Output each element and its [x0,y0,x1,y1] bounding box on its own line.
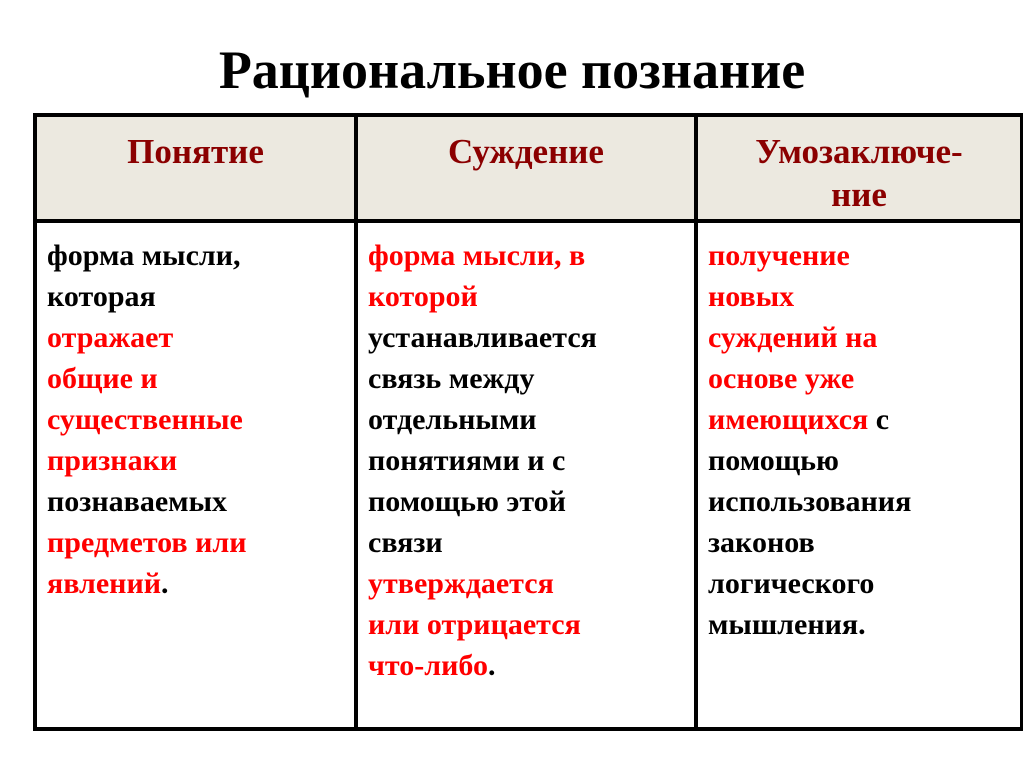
text-line [708,563,1020,604]
text-line [368,235,694,276]
text-line [708,358,1020,399]
body-text: законов [708,526,815,559]
highlighted-text: общие и [47,362,158,395]
body-text: отдельными [368,403,537,436]
text-line [47,481,354,522]
header-concept [37,117,358,223]
body-text: использования [708,485,912,518]
body-text: связи [368,526,443,559]
text-line [368,440,694,481]
body-text: которая [47,280,156,313]
body-text: . [487,649,496,682]
body-text: форма мысли, [47,239,241,272]
text-line [368,317,694,358]
highlighted-text: основе уже [708,362,855,395]
highlighted-text: существенные [47,403,243,436]
header-label-line: Понятие [127,132,264,171]
text-line [368,563,694,604]
highlighted-text: которой [368,280,478,313]
text-line [47,358,354,399]
highlighted-text: получение [708,239,850,272]
cell-concept-definition [37,223,358,727]
slide-title: Рациональное познание [218,40,806,100]
highlighted-text: или отрицается [368,608,581,641]
body-text: понятиями и с [368,444,566,477]
text-line [708,481,1020,522]
text-line [47,276,354,317]
highlighted-text: утверждается [368,567,554,600]
text-line [368,481,694,522]
text-line [47,522,354,563]
text-line [368,604,694,645]
cell-inference-definition [698,223,1020,727]
text-line [368,276,694,317]
text-line [368,358,694,399]
body-text: мышления. [708,608,866,641]
header-judgment [358,117,698,223]
text-line [47,563,354,604]
highlighted-text: что-либо [368,649,488,682]
comparison-table [33,113,1023,731]
highlighted-text: предметов или [47,526,247,559]
body-text: помощью [708,444,839,477]
highlighted-text: форма мысли, в [368,239,586,272]
text-line [368,399,694,440]
text-line [368,645,694,686]
text-line [708,440,1020,481]
text-line [368,522,694,563]
highlighted-text: признаки [47,444,178,477]
highlighted-text: новых [708,280,795,313]
text-line [708,235,1020,276]
body-text: устанавливается [368,321,597,354]
header-label-line: Умозаключе- [755,132,963,171]
header-label-line: Суждение [448,132,604,171]
cell-judgment-definition [358,223,698,727]
text-line [708,522,1020,563]
text-line [47,399,354,440]
body-text: . [161,567,169,600]
header-inference [698,117,1020,223]
highlighted-text: отражает [47,321,174,354]
body-text: связь между [368,362,535,395]
highlighted-text: имеющихся [708,403,869,436]
text-line [47,235,354,276]
body-text: логического [708,567,875,600]
body-text: помощью этой [368,485,566,518]
text-line [708,276,1020,317]
text-line [47,317,354,358]
text-line [708,317,1020,358]
body-text: познаваемых [47,485,227,518]
text-line [708,604,1020,645]
highlighted-text: явлений [47,567,162,600]
highlighted-text: суждений на [708,321,878,354]
text-line [47,440,354,481]
body-text: с [868,403,890,436]
text-line [708,399,1020,440]
header-label-line: ние [831,175,887,214]
